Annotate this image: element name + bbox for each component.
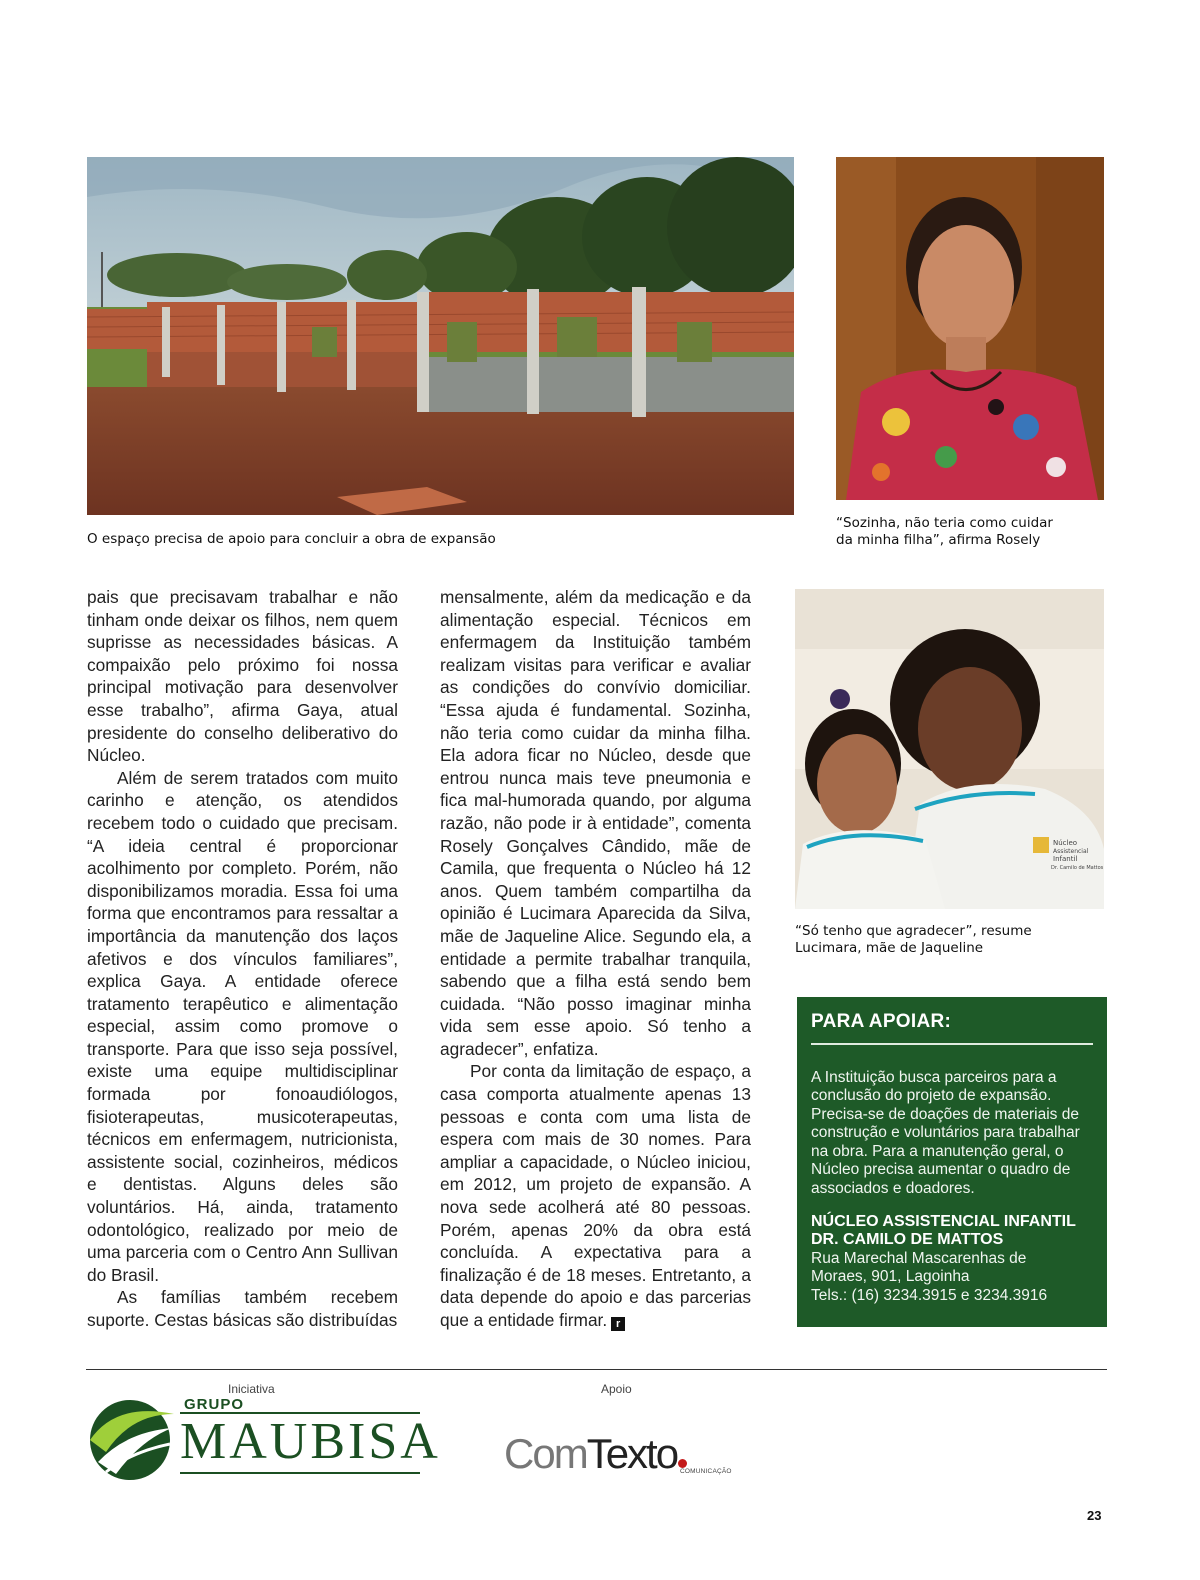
construction-caption [87, 531, 496, 548]
article-column-1 [87, 586, 398, 1332]
lucimara-jaqueline-photo [795, 589, 1104, 909]
org-name [811, 1213, 1093, 1250]
article-column-2 [440, 586, 751, 1332]
address-line1: Rua Marechal Mascarenhas de [811, 1249, 1027, 1267]
initiative-label: Iniciativa [228, 1382, 275, 1396]
contexto-dot-icon [678, 1459, 687, 1468]
support-label: Apoio [601, 1382, 632, 1396]
support-title: PARA APOIAR: [811, 1011, 952, 1032]
article-paragraph: pais que precisavam trabalhar e não tinham onde deixar os filhos, nem quem suprisse as necessidades básicas. A compaixão pelo próximo foi nossa principal motivação para desenvolver esse trabalho”, afirma Gaya, atual presidente do conselho deliberativo do Núcleo. [87, 587, 398, 766]
lucimara-caption-line2: Lucimara, mãe de Jaqueline [795, 940, 984, 956]
shirt-logo-line4: Dr. Camilo de Mattos [1051, 865, 1104, 871]
maubisa-grupo-text: GRUPO [184, 1396, 245, 1413]
shirt-logo-line3: Infantil [1053, 855, 1078, 863]
maubisa-emblem-icon [86, 1392, 178, 1484]
contexto-logo [504, 1430, 744, 1480]
contexto-com: Com [504, 1430, 587, 1477]
page-number: 23 [1087, 1508, 1102, 1523]
maubisa-name-text: MAUBISA [180, 1413, 441, 1470]
support-box [797, 997, 1107, 1327]
maubisa-logo [86, 1392, 441, 1484]
lucimara-caption-line1: “Só tenho que agradecer”, resume [795, 923, 1032, 939]
construction-photo [87, 157, 794, 515]
contexto-texto: Texto [586, 1430, 678, 1477]
rosely-caption-line2: da minha filha”, afirma Rosely [836, 532, 1041, 548]
rosely-caption [836, 515, 1053, 549]
org-address [811, 1250, 1093, 1306]
rosely-caption-line1: “Sozinha, não teria como cuidar [836, 515, 1053, 531]
support-divider [811, 1043, 1093, 1045]
article-paragraph [440, 1060, 751, 1331]
maubisa-bottom-rule [180, 1472, 420, 1474]
shirt-logo-line1: Núcleo [1053, 839, 1078, 847]
footer-divider [86, 1369, 1107, 1370]
article-paragraph: Além de serem tratados com muito carinho e atenção, os atendidos recebem todo o cuidado que precisam. “A ideia central é proporcionar acolhimento por completo. Porém, não disponibilizamos moradia. Essa foi uma forma que encontramos para ressaltar a importância da manutenção dos laços afetivos e dos vínculos familiares”, explica Gaya. A entidade oferece tratamento terapêutico e alimentação especial, assim como promove o transporte. Para que isso seja possível, existe uma equipe multidisciplinar formada por fonoaudiólogos, fisioterapeutas, musicoterapeutas, técnicos em enfermagem, nutricionista, assistente social, cozinheiros, médicos e dentistas. Alguns deles são voluntários. Há, ainda, tratamento odontológico, realizado por meio de uma parceria com o Centro Ann Sullivan do Brasil. [87, 767, 398, 1285]
article-paragraph: mensalmente, além da medicação e da alimentação especial. Técnicos em enfermagem da Instituição também realizam visitas para verificar e avaliar as condições do convívio domiciliar. “Essa ajuda é fundamental. Sozinha, não teria como cuidar da minha filha. Ela adora ficar no Núcleo, desde que entrou nunca mais teve pneumonia e fica mal-humorada quando, por alguma razão, não pode ir à entidade”, comenta Rosely Gonçalves Cândido, mãe de Camila, que frequenta o Núcleo há 12 anos. Quem também compartilha da opinião é Lucimara Aparecida da Silva, mãe de Jaqueline Alice. Segundo ela, a entidade a permite trabalhar tranquila, sabendo que a filha está sendo bem cuidada. “Não posso imaginar minha vida sem esse apoio. Só tenho a agradecer”, enfatiza. [440, 587, 751, 1059]
end-of-article-mark: r [611, 1317, 625, 1331]
lucimara-caption [795, 923, 1032, 957]
construction-caption-text: O espaço precisa de apoio para concluir a obra de expansão [87, 531, 496, 547]
org-name-line2: DR. CAMILO DE MATTOS [811, 1231, 1004, 1249]
contexto-subtitle: COMUNICAÇÃO [680, 1468, 732, 1475]
rosely-portrait [836, 157, 1104, 500]
address-line2: Moraes, 901, Lagoinha [811, 1268, 970, 1286]
support-text: A Instituição busca parceiros para a conclusão do projeto de expansão. Precisa-se de doações de materiais de construção e voluntários para trabalhar na obra. Para a manutenção geral, o Núcleo precisa aumentar o quadro de associados e doadores. [811, 1068, 1080, 1198]
article-final-text: Por conta da limitação de espaço, a casa comporta atualmente apenas 13 pessoas e conta com uma lista de espera com mais de 30 nomes. Para ampliar a capacidade, o Núcleo iniciou, em 2012, um projeto de expansão. A nova sede acolherá até 80 pessoas. Porém, apenas 20% da obra está concluída. A expectativa para a finalização é de 18 meses. Entretanto, a data depende do apoio e das parcerias que a entidade firmar. [440, 1061, 751, 1330]
phone-numbers: Tels.: (16) 3234.3915 e 3234.3916 [811, 1287, 1048, 1305]
article-paragraph: As famílias também recebem suporte. Cestas básicas são distribuídas [87, 1287, 398, 1330]
shirt-logo-line2: Assistencial [1053, 848, 1089, 855]
org-name-line1: NÚCLEO ASSISTENCIAL INFANTIL [811, 1212, 1076, 1230]
